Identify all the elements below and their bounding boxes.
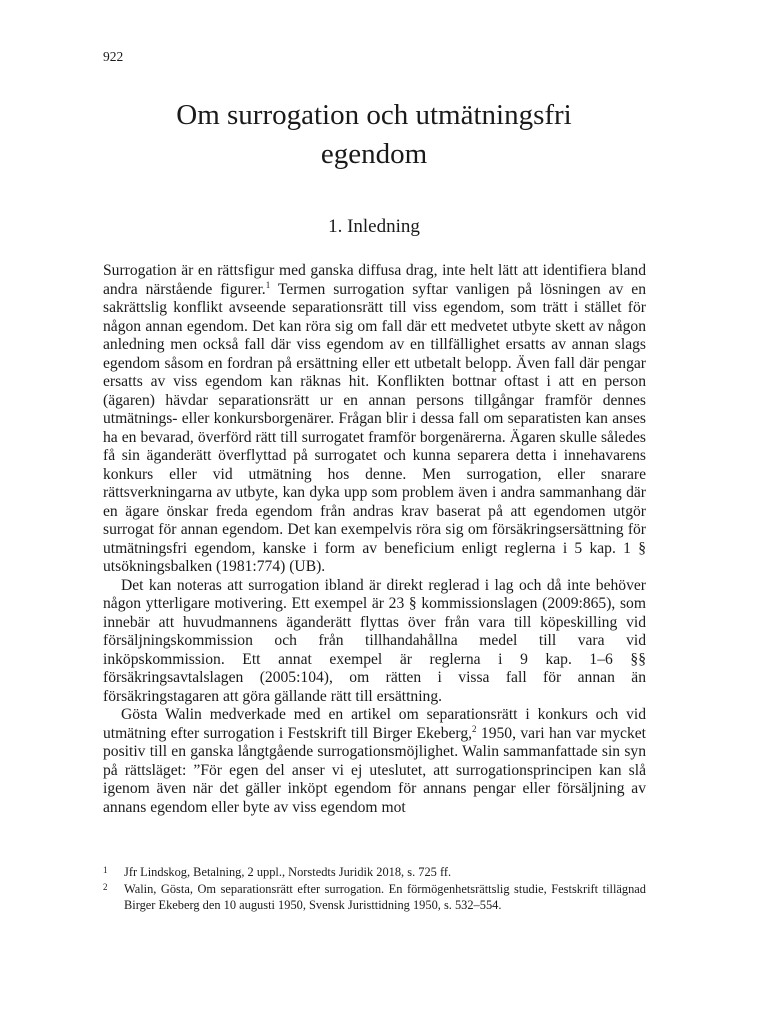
- footnotes: [103, 864, 646, 914]
- page-number: 922: [103, 49, 124, 64]
- footnote-reference-1: 1: [265, 279, 271, 290]
- paragraph-3-text-a: Gösta Walin medverkade med en artikel om separationsrätt i konkurs och vid utmätning efter surrogation i Festskrift till Birger Ekeberg,: [103, 706, 646, 742]
- paragraph-1: [103, 262, 646, 577]
- page-title: [100, 96, 648, 174]
- footnote-number: 1: [103, 865, 108, 875]
- paragraph-2: Det kan noteras att surrogation ibland är direkt reglerad i lag och då inte behöver någon ytterligare motivering. Ett exempel är 23 § kommissionslagen (2009:865), som innebär att huvudmannens äganderätt flyttas över från vara till köpeskilling vid försäljningskommission och från tillhandahållna medel till vara vid inköpskommission. Ett annat exempel är reglerna i 9 kap. 1–6 §§ försäkringsavtalslagen (2005:104), om rätten i vissa fall för annan än försäkringstagaren att göra gällande rätt till ersättning.: [103, 576, 646, 705]
- footnote-2: [103, 881, 646, 914]
- title-line-2: egendom: [320, 138, 428, 170]
- section-heading: 1. Inledning: [328, 216, 420, 237]
- paragraph-3: [103, 706, 646, 817]
- footnote-1: [103, 864, 646, 881]
- paragraph-1-text-a: Surrogation är en rättsfigur med ganska diffusa drag, inte helt lätt att identifiera bland andra närstående figurer.: [103, 262, 646, 298]
- title-line-1: Om surrogation och utmätningsfri: [176, 99, 572, 131]
- footnote-text: Walin, Gösta, Om separationsrätt efter surrogation. En förmögenhetsrättslig studie, Festskrift tillägnad Birger Ekeberg den 10 augusti 1950, Svensk Juristtidning 1950, s. 532–554.: [124, 881, 646, 912]
- paragraph-1-text-b: Termen surrogation syftar vanligen på lösningen av en sakrättslig konflikt avseende separationsrätt till viss egendom, som trätt i stället för någon annan egendom. Det kan röra sig om fall där ett medvetet utbyte skett av någon anledning men också fall där viss egendom av en tillfällighet ersatts av annan slags egendom såsom en fordran på ersättning eller ett utbetalt belopp. Även fall där pengar ersatts av viss egendom kan räknas hit. Konflikten bottnar oftast i att en person (ägaren) hävdar separationsrätt ur en annan persons tillgångar framför dennes utmätnings- eller konkursborgenärer. Frågan blir i dessa fall om separatisten kan anses ha en bevarad, överförd rätt till surrogatet framför borgenärerna. Ägaren skulle således få sin äganderätt överflyttad på surrogatet och kunna separera detta i innehavarens konkurs eller vid utmätning hos denne. Men surrogation, eller snarare rättsverkningarna av utbyte, kan dyka upp som problem även i andra sammanhang där en ägare önskar freda egendom från andras krav baserat på att egendomen utgör surrogat för annan egendom. Det kan exempelvis röra sig om försäkringsersättning för utmätningsfri egendom, kanske i form av beneficium enligt reglerna i 5 kap. 1 § utsökningsbalken (1981:774) (UB).: [103, 280, 646, 575]
- footnote-reference-2: 2: [472, 723, 477, 734]
- footnote-text: Jfr Lindskog, Betalning, 2 uppl., Norstedts Juridik 2018, s. 725 ff.: [124, 865, 452, 879]
- footnote-number: 2: [103, 881, 108, 892]
- paragraph-3-text-b: 1950, vari han var mycket positiv till en ganska långtgående surrogationsmöjlighet. Walin sammanfattade sin syn på rättsläget: ”För egen del anser vi ej uteslutet, att surrogationsprincipen kan slå igenom även när det gäller inköpt egendom för annans pengar eller försäljning av annans egendom eller byte av viss egendom mot: [103, 724, 646, 816]
- body-text: [103, 262, 646, 817]
